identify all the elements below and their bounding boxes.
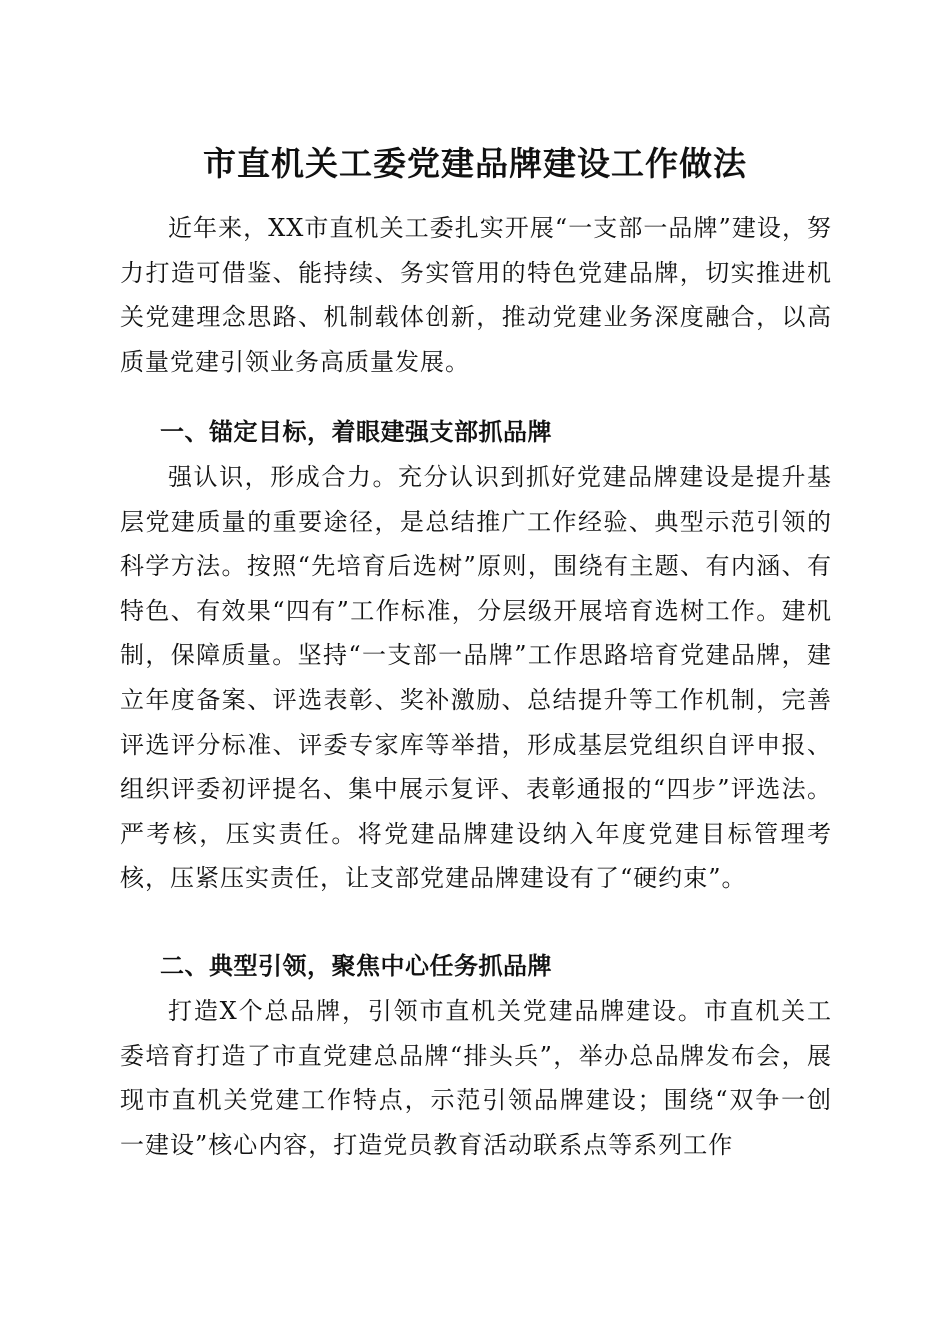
intro-paragraph: 近年来，XX市直机关工委扎实开展“一支部一品牌”建设，努力打造可借鉴、能持续、务实管用的特色党建品牌，切实推进机关党建理念思路、机制载体创新，推动党建业务深度融合，以高质量党建引领业务高质量发展。 <box>120 214 832 376</box>
section-2-paragraph: 打造X个总品牌，引领市直机关党建品牌建设。市直机关工委培育打造了市直党建总品牌“排头兵”，举办总品牌发布会，展现市直机关党建工作特点，示范引领品牌建设；围绕“双争一创一建设”核心内容，打造党员教育活动联系点等系列工作 <box>120 997 832 1159</box>
section-2-heading: 二、典型引领，聚焦中心任务抓品牌 <box>160 952 552 980</box>
document-title: 市直机关工委党建品牌建设工作做法 <box>203 144 747 183</box>
section-1-paragraph: 强认识，形成合力。充分认识到抓好党建品牌建设是提升基层党建质量的重要途径，是总结推广工作经验、典型示范引领的科学方法。按照“先培育后选树”原则，围绕有主题、有内涵、有特色、有效果“四有”工作标准，分层级开展培育选树工作。建机制，保障质量。坚持“一支部一品牌”工作思路培育党建品牌，建立年度备案、评选表彰、奖补激励、总结提升等工作机制，完善评选评分标准、评委专家库等举措，形成基层党组织自评申报、组织评委初评提名、集中展示复评、表彰通报的“四步”评选法。严考核，压实责任。将党建品牌建设纳入年度党建目标管理考核，压紧压实责任，让支部党建品牌建设有了“硬约束”。 <box>120 463 832 893</box>
section-1-heading: 一、锚定目标，着眼建强支部抓品牌 <box>160 418 552 446</box>
